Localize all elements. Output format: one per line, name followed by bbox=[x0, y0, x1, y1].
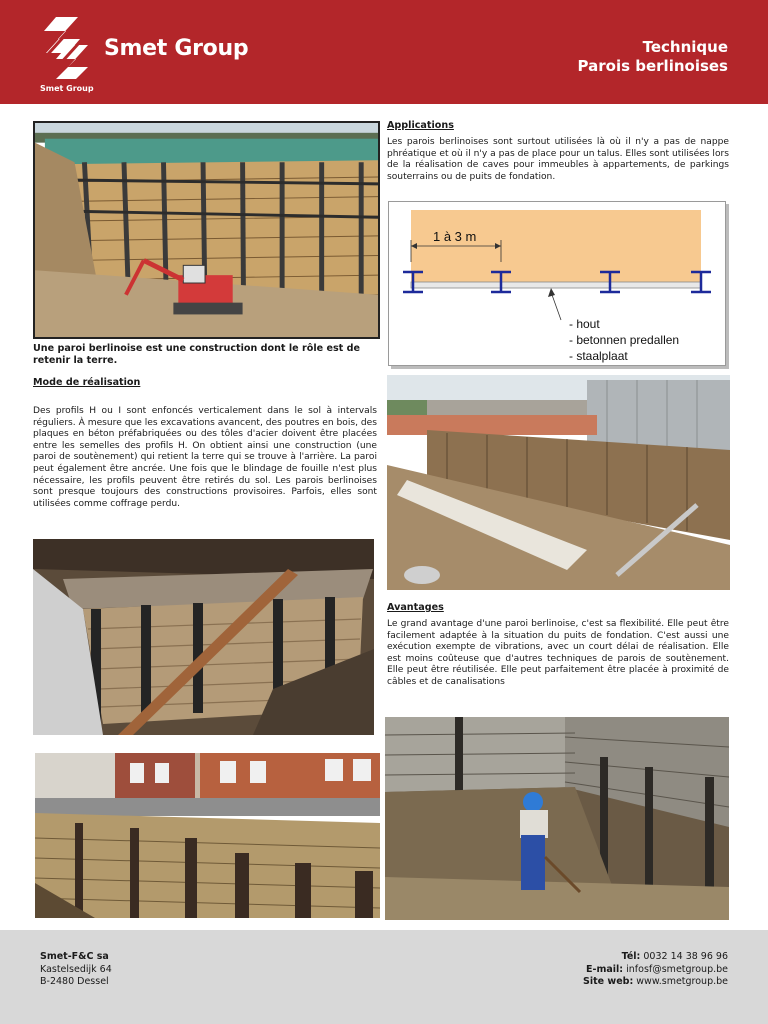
heading-mode-de-realisation: Mode de réalisation bbox=[33, 377, 141, 388]
page-footer bbox=[0, 930, 768, 1024]
contact-web bbox=[583, 976, 728, 989]
heading-avantages: Avantages bbox=[387, 602, 444, 613]
web-address[interactable]: www.smetgroup.be bbox=[636, 976, 728, 987]
logo-caption: Smet Group bbox=[40, 84, 94, 93]
company-address bbox=[40, 951, 112, 989]
phone-label: Tél: bbox=[621, 951, 641, 962]
contact-phone bbox=[583, 951, 728, 964]
section-label: Technique bbox=[642, 38, 728, 56]
photo-worker-trench bbox=[385, 717, 729, 920]
legend-hout: - hout bbox=[569, 317, 600, 331]
paragraph-applications: Les parois berlinoises sont surtout utilisées là où il n'y a pas de nappe phréatique et où il n'y a pas de place pour un talus. Elles sont utilisées lors de la réalisation de caves pour immeubles à appartements, de parkings souterrains ou de puits de fondation. bbox=[387, 137, 729, 182]
heading-applications: Applications bbox=[387, 120, 454, 131]
contact-email bbox=[583, 964, 728, 977]
legend-staalplaat: - staalplaat bbox=[569, 349, 628, 363]
address-street: Kastelsedijk 64 bbox=[40, 963, 112, 975]
photo-caption: Une paroi berlinoise est une construction dont le rôle est de retenir la terre. bbox=[33, 343, 360, 366]
company-name: Smet-F&C sa bbox=[40, 951, 109, 962]
photo-construction-site-fence bbox=[387, 375, 730, 590]
page-header bbox=[0, 0, 768, 104]
brand-name: Smet Group bbox=[104, 36, 249, 61]
email-label: E-mail: bbox=[586, 963, 624, 975]
address-city: B-2480 Dessel bbox=[40, 976, 109, 987]
berlin-wall-section-diagram bbox=[389, 202, 727, 367]
profile-diagram bbox=[388, 201, 726, 366]
photo-street-trench bbox=[35, 753, 380, 918]
phone-number[interactable]: 0032 14 38 96 96 bbox=[643, 951, 728, 962]
email-address[interactable]: infosf@smetgroup.be bbox=[626, 963, 728, 975]
legend-betonnen-predallen: - betonnen predallen bbox=[569, 333, 680, 347]
web-label: Site web: bbox=[583, 976, 634, 987]
contact-details bbox=[583, 951, 728, 989]
span-label: 1 à 3 m bbox=[433, 229, 477, 244]
paragraph-mode-de-realisation: Des profils H ou I sont enfoncés verticalement dans le sol à intervals réguliers. À mesure que les excavations avancent, des poutres en bois, des plaques en béton préfabriquées ou des tôles d'acier doivent être placées entre les semelles des profils H. On obtient ainsi une construction (une paroi de soutènement) qui retient la terre qui se trouve à l'arrière. La paroi peut également être ancrée. Une fois que le blindage de fouille n'est plus nécessaire, les profils peuvent être retirés du sol. Les parois berlinoises sont presque toujours des constructions provisoires. Parfois, elles sont utilisées comme coffrage perdu. bbox=[33, 406, 377, 509]
smet-logo-icon bbox=[38, 15, 90, 81]
page-title: Parois berlinoises bbox=[577, 57, 728, 75]
photo-excavation-digger bbox=[33, 121, 380, 339]
document-title-block bbox=[578, 38, 728, 76]
photo-wall-steel-beam bbox=[33, 539, 374, 735]
paragraph-avantages: Le grand avantage d'une paroi berlinoise, c'est sa flexibilité. Elle peut être facilement adaptée à la situation du puits de fondation. C'est aussi une exécution exempte de vibrations, avec un court délai de réalisation. Elle est moins coûteuse que d'autres techniques de parois de soutènement. Elle peut être réutilisée. Elle peut parfaitement être placée à proximité de câbles et de canalisations bbox=[387, 619, 729, 687]
